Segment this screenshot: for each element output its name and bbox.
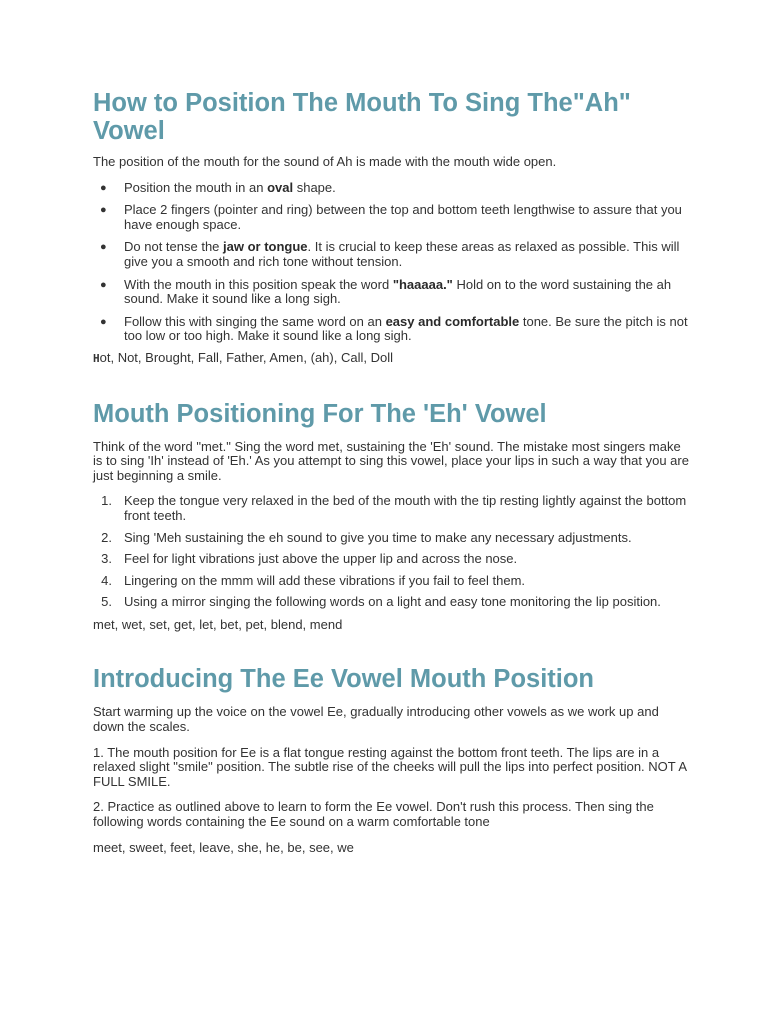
item-text: With the mouth in this position speak the word — [124, 276, 393, 292]
eh-vowel-word-list: met, wet, set, get, let, bet, pet, blend, mend — [93, 616, 343, 632]
bullet-icon: ● — [100, 315, 107, 328]
eh-vowel-intro: Think of the word "met." Sing the word met, sustaining the 'Eh' sound. The mistake most singers make is to sing 'Ih' instead of 'Eh.' As you attempt to sing this vowel, place your lips in such a way that you are just beginning a smile. — [93, 438, 689, 483]
list-number: 4. — [101, 572, 112, 588]
bullet-icon: ● — [100, 241, 107, 254]
heading-eh-vowel: Mouth Positioning For The 'Eh' Vowel — [93, 399, 547, 428]
ah-vowel-intro: The position of the mouth for the sound of Ah is made with the mouth wide open. — [93, 154, 557, 169]
ee-vowel-word-list: meet, sweet, feet, leave, she, he, be, see, we — [93, 839, 354, 855]
bullet-icon: ● — [100, 278, 107, 291]
ah-vowel-bullet-list — [93, 181, 690, 344]
item-text: Position the mouth in an — [124, 179, 268, 195]
item-text: . It is crucial to keep these areas as relaxed as possible. This will give you a smooth and rich tone without tension. — [124, 239, 680, 269]
list-item — [93, 278, 690, 307]
list-number: 5. — [101, 594, 112, 610]
item-text: tone. Be sure the pitch is not too low or too high. Make it sound like a long sigh. — [124, 313, 688, 344]
list-item — [93, 181, 690, 196]
ee-vowel-intro: Start warming up the voice on the vowel Ee, gradually introducing other vowels as we work up and down the scales. — [93, 704, 659, 735]
eh-vowel-numbered-list — [93, 494, 690, 610]
bullet-icon: ● — [100, 204, 107, 217]
list-item — [93, 240, 690, 269]
item-text: Hold on to the word sustaining the ah sound. Make it sound like a long sigh. — [124, 276, 672, 307]
heading-ee-vowel: Introducing The Ee Vowel Mouth Position — [93, 665, 595, 694]
ee-vowel-step-2: 2. Practice as outlined above to learn to form the Ee vowel. Don't rush this process. Then sing the following words containing the Ee sound on a warm comfortable tone — [93, 799, 654, 830]
list-item — [93, 574, 690, 589]
item-text: Sing 'Meh sustaining the eh sound to give you time to make any necessary adjustments. — [124, 529, 632, 545]
list-number: 3. — [101, 551, 112, 567]
ee-vowel-step-1: 1. The mouth position for Ee is a flat tongue resting against the bottom front teeth. The lips are in a relaxed slight "smile" position. The subtle rise of the cheeks will pull the lips into perfect position. NOT A FULL SMILE. — [93, 744, 687, 789]
heading-ah-vowel: How to Position The Mouth To Sing The"Ah" Vowel — [93, 89, 631, 145]
item-text: Lingering on the mmm will add these vibrations if you fail to feel them. — [124, 572, 526, 588]
item-text: Place 2 fingers (pointer and ring) between the top and bottom teeth lengthwise to assure that you have enough space. — [124, 202, 682, 232]
list-item — [93, 531, 690, 546]
section-eh-vowel — [93, 400, 690, 633]
item-bold-text: easy and comfortable — [385, 313, 520, 329]
item-text: Using a mirror singing the following words on a light and easy tone monitoring the lip position. — [124, 594, 661, 610]
section-ee-vowel — [93, 665, 690, 855]
word-list-first-letter: H — [93, 351, 100, 365]
item-bold-text: oval — [267, 179, 294, 195]
bullet-icon: ● — [100, 181, 107, 194]
list-item — [93, 494, 690, 523]
item-bold-text: "haaaaa." — [392, 276, 453, 292]
list-number: 1. — [101, 493, 112, 509]
item-text: shape. — [293, 179, 336, 195]
section-ah-vowel — [93, 89, 690, 367]
list-item — [93, 595, 690, 610]
list-item — [93, 203, 690, 232]
word-list-rest: ot, Not, Brought, Fall, Father, Amen, (ah), Call, Doll — [99, 349, 393, 365]
list-item — [93, 552, 690, 567]
item-bold-text: jaw or tongue — [223, 239, 308, 255]
list-item — [93, 315, 690, 344]
item-text: Keep the tongue very relaxed in the bed of the mouth with the tip resting lightly against the bottom front teeth. — [124, 493, 687, 523]
ah-vowel-word-list — [93, 351, 690, 367]
item-text: Follow this with singing the same word on an — [124, 313, 386, 329]
item-text: Do not tense the — [124, 239, 224, 255]
item-text: Feel for light vibrations just above the upper lip and across the nose. — [124, 551, 518, 567]
list-number: 2. — [101, 529, 112, 545]
